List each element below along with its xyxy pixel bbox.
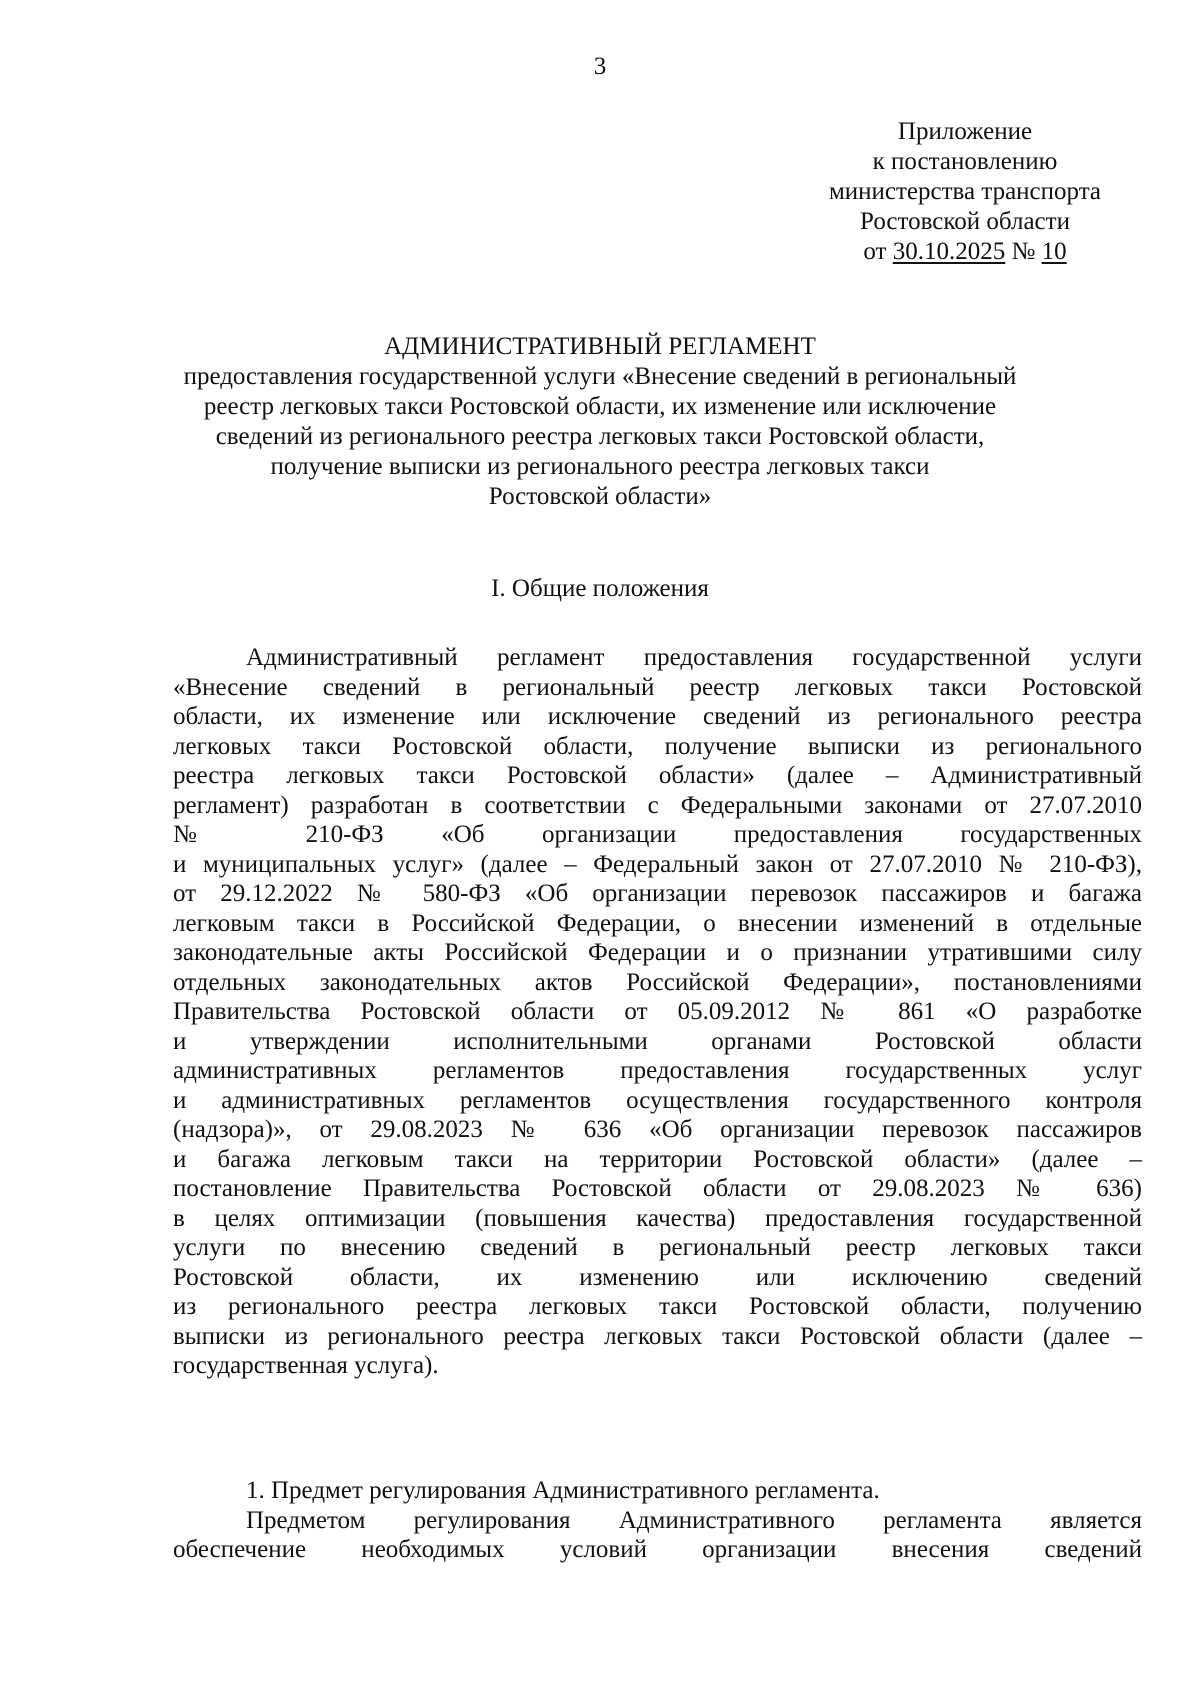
text-line: (надзора)», от 29.08.2023 № 636 «Об организации перевозок пассажиров	[173, 1116, 1142, 1143]
section-heading: I. Общие положения	[491, 575, 709, 602]
document-title	[120, 332, 1080, 512]
title-line: реестр легковых такси Ростовской области, их изменение или исключение	[203, 393, 997, 420]
title-heading: АДМИНИСТРАТИВНЫЙ РЕГЛАМЕНТ	[384, 333, 816, 360]
text-line: административных регламентов предоставления государственных услуг	[173, 1057, 1142, 1084]
title-line: предоставления государственной услуги «Внесение сведений в региональный	[183, 363, 1017, 390]
text-line: и утверждении исполнительными органами Ростовской области	[173, 1027, 1142, 1055]
appendix-line: Приложение	[897, 118, 1033, 145]
text-line: «Внесение сведений в региональный реестр легковых такси Ростовской	[173, 673, 1142, 701]
number-prefix: №	[1005, 238, 1042, 265]
text-line: Предметом регулирования Административного регламента является	[246, 1506, 1142, 1534]
text-line: Ростовской области, их изменению или исключению сведений	[173, 1263, 1142, 1291]
text-line: от 29.12.2022 № 580-ФЗ «Об организации перевозок пассажиров и багажа	[173, 880, 1142, 907]
text-line: и багажа легковым такси на территории Ростовской области» (далее –	[173, 1145, 1142, 1173]
text-line: и муниципальных услуг» (далее – Федеральный закон от 27.07.2010 № 210-ФЗ),	[173, 850, 1142, 878]
title-line: сведений из регионального реестра легковых такси Ростовской области,	[215, 423, 985, 450]
text-line: государственная услуга).	[173, 1352, 439, 1379]
appendix-date-line	[800, 237, 1130, 267]
paragraph-subject-of-regulation	[173, 1476, 1142, 1565]
page-number: 3	[593, 53, 607, 80]
title-line: Ростовской области»	[488, 483, 712, 510]
appendix-line: Ростовской области	[860, 208, 1070, 235]
resolution-number: 10	[1041, 238, 1067, 265]
text-line: отдельных законодательных актов Российской Федерации», постановлениями	[173, 968, 1142, 996]
paragraph-general-provisions	[173, 643, 1142, 1381]
appendix-line: к постановлению	[872, 148, 1058, 175]
text-line: легковых такси Ростовской области, получение выписки из регионального	[173, 732, 1142, 760]
text-line: реестра легковых такси Ростовской области» (далее – Административный	[173, 762, 1142, 789]
text-line: законодательные акты Российской Федерации и о признании утратившими силу	[173, 939, 1142, 966]
text-line: обеспечение необходимых условий организации внесения сведений	[173, 1536, 1142, 1563]
numbered-heading: 1. Предмет регулирования Административного регламента.	[246, 1477, 880, 1504]
text-line: области, их изменение или исключение сведений из регионального реестра	[173, 703, 1142, 730]
text-line: и административных регламентов осуществления государственного контроля	[173, 1086, 1142, 1114]
date-prefix: от	[863, 238, 893, 265]
text-line: выписки из регионального реестра легковых такси Ростовской области (далее –	[173, 1322, 1142, 1350]
text-line: из регионального реестра легковых такси Ростовской области, получению	[173, 1293, 1142, 1320]
resolution-date: 30.10.2025	[892, 238, 1006, 265]
text-line: легковым такси в Российской Федерации, о внесении изменений в отдельные	[173, 909, 1142, 937]
title-line: получение выписки из регионального реестра легковых такси	[270, 453, 930, 480]
text-line: в целях оптимизации (повышения качества) предоставления государственной	[173, 1204, 1142, 1232]
text-line: Правительства Ростовской области от 05.09.2012 № 861 «О разработке	[173, 998, 1142, 1025]
text-line: регламент) разработан в соответствии с Федеральными законами от 27.07.2010	[173, 791, 1142, 819]
text-line: Административный регламент предоставления государственной услуги	[246, 644, 1142, 671]
text-line: № 210-ФЗ «Об организации предоставления государственных	[173, 821, 1142, 848]
appendix-block	[800, 117, 1130, 267]
text-line: услуги по внесению сведений в региональный реестр легковых такси	[173, 1234, 1142, 1261]
text-line: постановление Правительства Ростовской области от 29.08.2023 № 636)	[173, 1175, 1142, 1202]
appendix-line: министерства транспорта	[828, 178, 1102, 205]
